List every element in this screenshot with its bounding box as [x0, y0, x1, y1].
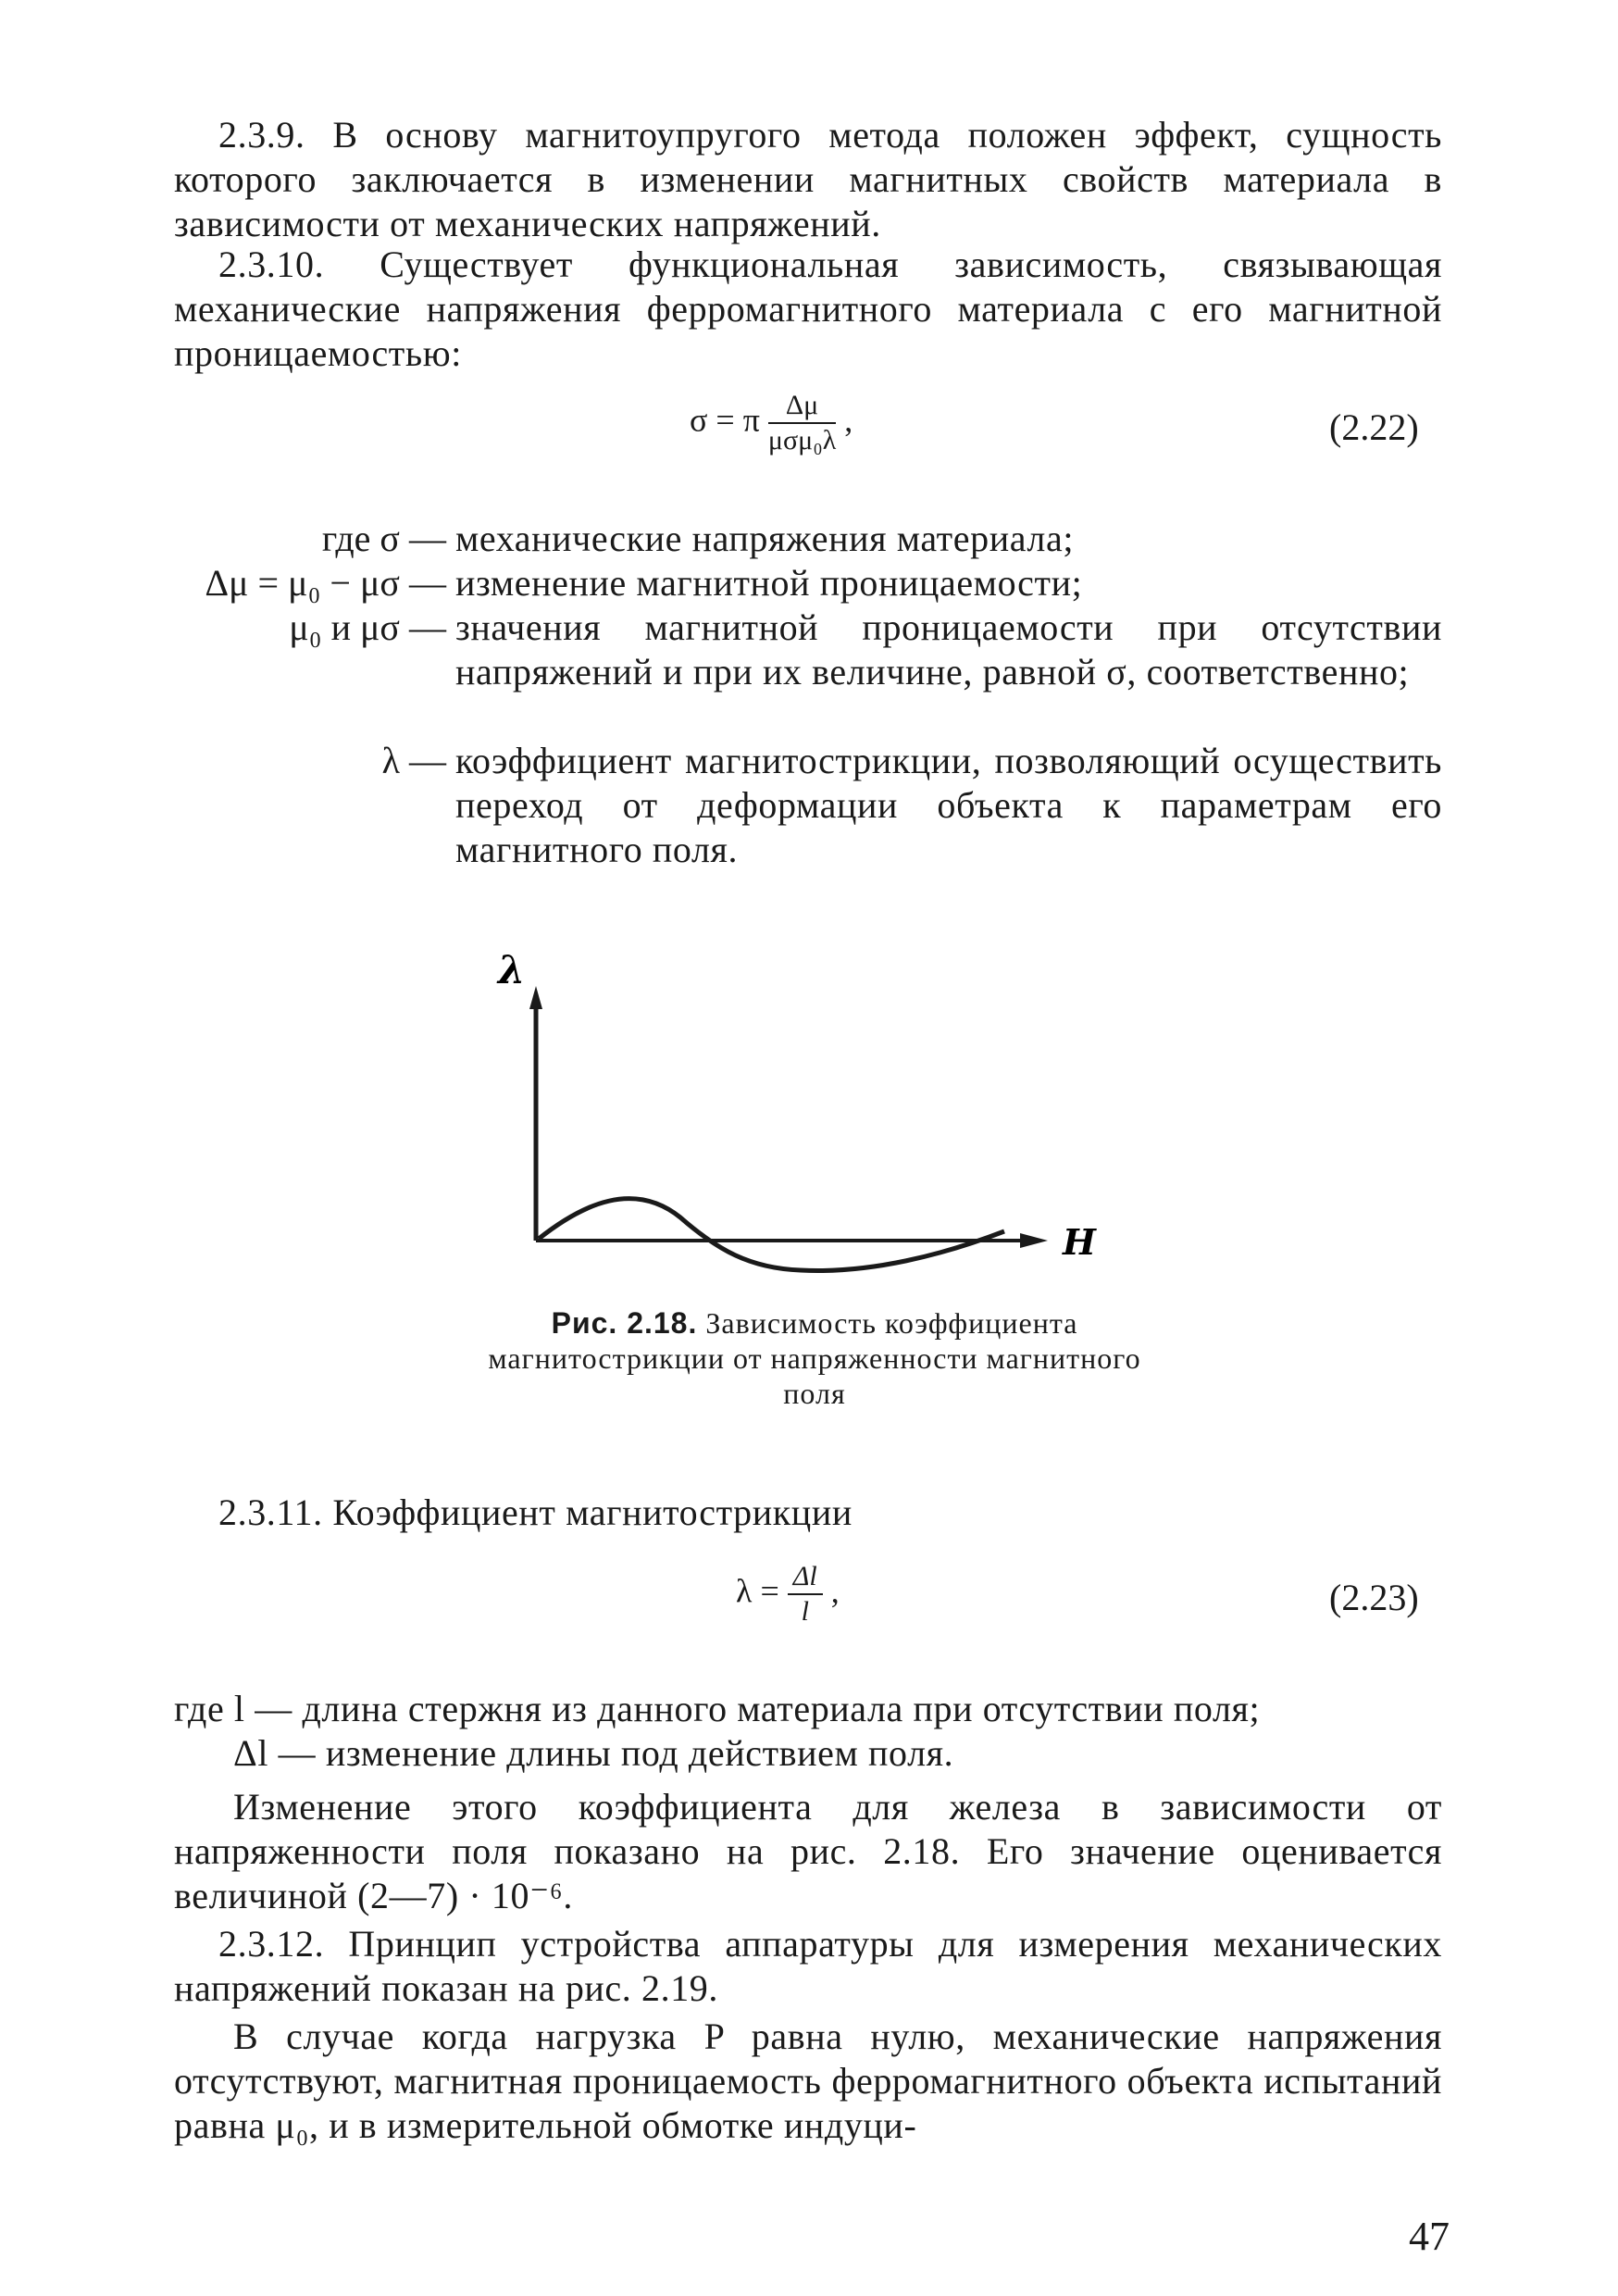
equation-number-2-23: (2.23) — [1329, 1577, 1419, 1618]
caption-text: Зависимость коэффициента магнитострикции от напряженности магнитного поля — [488, 1306, 1141, 1410]
formula-2-22-lhs: σ = π — [690, 401, 760, 439]
definition-text-l: длина стержня из данного материала при отсутствии поля; — [302, 1688, 1261, 1729]
definition-text-delta-l: изменение длины под действием поля. — [325, 1732, 954, 1774]
equation-number-2-22: (2.22) — [1329, 406, 1419, 448]
definition-delta-l — [233, 1731, 953, 1776]
page-number: 47 — [1409, 2214, 1450, 2259]
x-axis-label: H — [1063, 1221, 1096, 1263]
paragraph-coefficient-change: Изменение этого коэффициента для железа в зависимости от напряженности поля показано на рис. 2.18. Его значение оценивается величиной (2—7) · 10⁻⁶. — [174, 1786, 1442, 1916]
definition-term-l: где l — — [174, 1688, 292, 1729]
formula-2-23 — [736, 1560, 840, 1628]
definition-text-lambda: коэффициент магнитострикции, позволяющий осуществить переход от деформации объекта к параметрам его магнитного поля. — [455, 740, 1442, 870]
definition-term-sigma: где σ — — [321, 518, 446, 559]
definition-text-delta-mu: изменение магнитной проницаемости; — [455, 562, 1083, 604]
y-axis-label: λ — [498, 947, 526, 992]
definition-term-delta-mu: Δμ = μ₀ − μσ — — [205, 562, 446, 604]
paragraph-2-3-9: 2.3.9. В основу магнитоупругого метода положен эффект, сущность которого заключается в изменении магнитных свойств материала в зависимости от механических напряжений. — [174, 114, 1442, 244]
paragraph-2-3-11: 2.3.11. Коэффициент магнитострикции — [218, 1491, 853, 1533]
formula-2-22-fraction — [768, 389, 836, 457]
definition-text-sigma: механические напряжения материала; — [455, 518, 1075, 559]
formula-2-22-denominator: μσμ₀λ — [767, 425, 837, 455]
formula-2-23-lhs: λ = — [736, 1572, 779, 1610]
paragraph-2-3-10: 2.3.10. Существует функциональная зависимость, связывающая механические напряжения ферромагнитного материала с его магнитной проницаемостью: — [174, 243, 1442, 374]
formula-2-23-denominator: l — [801, 1596, 809, 1627]
paragraph-2-3-12: 2.3.12. Принцип устройства аппаратуры для измерения механических напряжений показан на рис. 2.19. — [174, 1923, 1442, 2009]
formula-2-22-trail: , — [844, 401, 853, 439]
figure-2-18 — [481, 935, 1148, 1296]
definition-l — [174, 1687, 1260, 1731]
definition-term-delta-l: Δl — — [233, 1732, 317, 1774]
formula-2-23-trail: , — [830, 1572, 840, 1610]
figure-caption — [481, 1305, 1148, 1411]
formula-2-23-fraction — [788, 1560, 823, 1628]
formula-2-23-numerator: Δl — [788, 1560, 823, 1595]
caption-prefix: Рис. 2.18. — [551, 1306, 698, 1340]
formula-2-22 — [690, 389, 853, 457]
y-axis — [529, 986, 542, 1241]
definition-term-mu0-mu-sigma: μ₀ и μσ — — [289, 606, 446, 648]
definition-term-lambda: λ — — [381, 740, 446, 781]
magnetostriction-curve — [539, 1199, 1004, 1271]
definition-text-mu0-mu-sigma: значения магнитной проницаемости при отсутствии напряжений и при их величине, равной σ, соответственно; — [455, 606, 1442, 693]
paragraph-load-case: В случае когда нагрузка P равна нулю, механические напряжения отсутствуют, магнитная проницаемость ферромагнитного объекта испытаний равна μ₀, и в измерительной обмотке индуци- — [174, 2015, 1442, 2146]
x-axis — [536, 1233, 1048, 1248]
formula-2-22-numerator: Δμ — [768, 389, 836, 424]
